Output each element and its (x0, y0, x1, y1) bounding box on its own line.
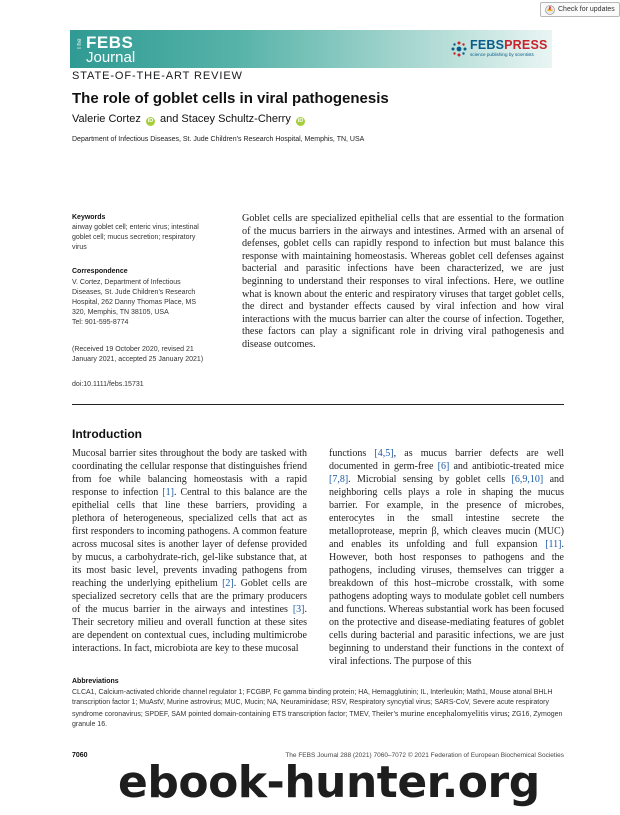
citation-link[interactable]: [6,9,10] (511, 474, 544, 485)
orcid-icon[interactable]: iD (297, 118, 304, 124)
febs-press-dots-icon (450, 40, 468, 58)
abbreviations-text: CLCA1, Calcium-activated chloride channel regulator 1; FCGBP, Fc gamma binding protein; HA, Hemagglutinin; IL, Interleukin; Math1, Mouse atonal BHLH transcription factor 1; MuAstV, Murine astrovirus; MUC, Mucin; NA, Neuraminidase; RSV, Respiratory syncytial virus; SARS-CoV, Severe acute respiratory syndrome coronavirus; SPDEF, SAM pointed domain-containing ETS transcription factor; TMEV, Theiler’s murine encephalomyelitis virus; ZG16, Zymogen granule 16. (72, 689, 563, 728)
author-list (72, 113, 307, 126)
citation-link[interactable]: [2] (222, 578, 234, 589)
received-line: January 2021, accepted 25 January 2021) (72, 356, 204, 363)
citation-link[interactable]: [1] (162, 487, 174, 498)
citation-link[interactable]: [3] (292, 604, 305, 615)
correspondence-line: 320, Memphis, TN 38105, USA (72, 309, 169, 316)
body-column-left: Mucosal barrier sites throughout the body are tasked with coordinating the cellular response that distinguishes friend from foe while balancing homeostasis with a rapid response to infection [1]. Central to this balance are the epithelial cells that line these barriers, providing a plethora of heterogeneous, specialized cells that act as first responders to incoming pathogens. A common feature across mucosal sites is another layer of defense provided by mucus, a carbohydrate-rich, gel-like substance that, at its most basic level, prevents invading pathogens from reaching the underlying epithelium [2]. Goblet cells are specialized secretory cells that are the primary producers of the mucus barrier in the airways and intestines [3]. Their secretory milieu and overall function at these sites are dependent on contextual cues, including multimicrobe interactions. In fact, microbiota are key to these mucosal (72, 448, 308, 654)
correspondence-text (72, 278, 232, 328)
author-name: Valerie Cortez (72, 113, 141, 125)
abstract: Goblet cells are specialized epithelial cells that are essential to the formation of the mucus barriers in the airways and intestines. Armed with an arsenal of defenses, goblet cells can rapidly respond to infection but must balance this response with maintaining homeostasis. Whereas goblet cell defenses against bacterial and parasitic infections have been characterized, we are just beginning to understand their responses to viral infections. Here, we outline what is known about the enteric and respiratory viruses that target goblet cells, the direct and bystander effects caused by viral infection and how viral interactions with the mucus barrier can alter the course of infection. Together, these factors can play a significant role in driving viral pathogenesis and disease outcomes. (242, 213, 564, 350)
febs-press-name: FEBSPRESS (470, 38, 548, 52)
journal-footer: The FEBS Journal 288 (2021) 7060–7072 © 2021 Federation of European Biochemical Societies (285, 752, 564, 759)
author-name: and Stacey Schultz-Cherry (160, 113, 291, 125)
logo-journal: Journal (86, 49, 136, 66)
keywords-heading: Keywords (72, 214, 106, 221)
section-divider (72, 404, 564, 405)
article-title: The role of goblet cells in viral pathogenesis (72, 90, 389, 107)
received-dates (72, 345, 237, 365)
citation-link[interactable]: [4,5] (374, 448, 394, 459)
keywords-line: airway goblet cell; enteric virus; intestinal (72, 224, 199, 231)
correspondence-heading: Correspondence (72, 268, 128, 275)
correspondence-line: V. Cortez, Department of Infectious (72, 279, 181, 286)
correspondence-line: Hospital, 262 Danny Thomas Place, MS (72, 299, 196, 306)
correspondence-line: Tel: 901-595-8774 (72, 319, 129, 326)
affiliation: Department of Infectious Diseases, St. Jude Children’s Research Hospital, Memphis, TN, USA (72, 136, 365, 143)
section-label: STATE-OF-THE-ART REVIEW (72, 70, 243, 82)
watermark: ebook-hunter.org (118, 757, 540, 808)
check-for-updates-button[interactable] (540, 2, 620, 17)
introduction-heading: Introduction (72, 427, 142, 441)
febs-press-tagline: science publishing by scientists (470, 52, 534, 57)
check-for-updates-label: Check for updates (558, 6, 615, 13)
citation-link[interactable]: [6] (437, 461, 450, 472)
febs-press-logo (450, 38, 550, 64)
logo-the: The (77, 38, 83, 50)
citation-link[interactable]: [7,8] (329, 474, 349, 485)
keywords-line: goblet cell; mucus secretion; respiratory (72, 234, 196, 241)
crossmark-icon (545, 5, 555, 15)
body-column-right: functions [4,5], as mucus barrier defects are well documented in germ-free [6] and antibiotic-treated mice [7,8]. Microbial sensing by goblet cells [6,9,10] and neighboring cells plays a role in shaping the mucus barrier. For example, in the presence of microbes, enterocytes in the small intestine secrete the metalloprotease, meprin β, which cleaves mucin (MUC) and enables its unfolding and full expansion [11]. However, both host responses to pathogens and the pathogens, including viruses, themselves can trigger a breakdown of this host–microbe crosstalk, with some pathogens adopting ways to modulate goblet cell numbers and functions. Whereas substantial work has been focused on the protective and disease-mediating features of goblet cells during bacterial and parasitic infections, we are just beginning to understand their functions in the context of viral infections. The purpose of this (329, 448, 565, 667)
received-line: (Received 19 October 2020, revised 21 (72, 346, 194, 353)
abbreviations-heading: Abbreviations (72, 678, 119, 685)
keywords-line: virus (72, 244, 87, 251)
correspondence-line: Diseases, St. Jude Children’s Research (72, 289, 196, 296)
doi-link[interactable]: doi:10.1111/febs.15731 (72, 381, 144, 388)
citation-link[interactable]: [11] (545, 539, 562, 550)
orcid-icon[interactable]: iD (147, 118, 154, 124)
keywords-text (72, 223, 232, 253)
logo-febs: FEBS (86, 33, 134, 52)
page-number: 7060 (72, 752, 88, 759)
